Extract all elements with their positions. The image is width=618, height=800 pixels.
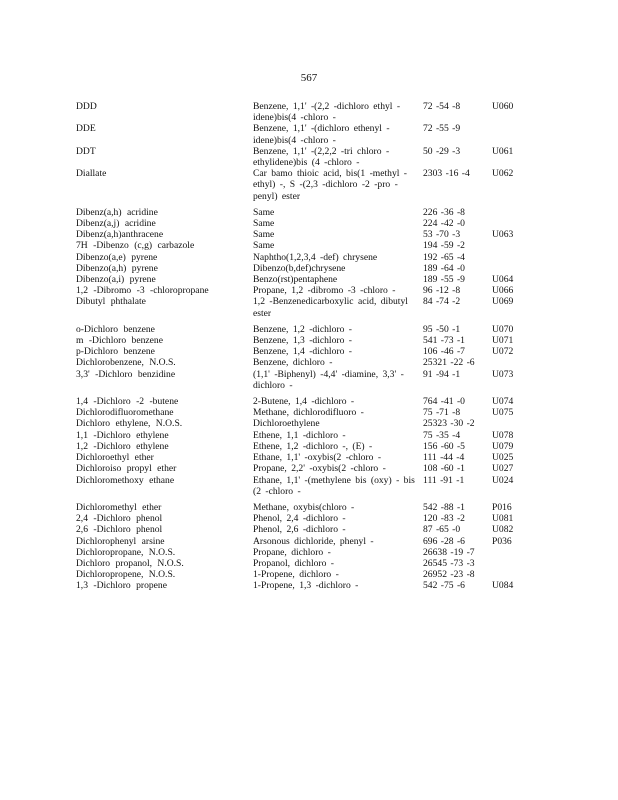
waste-code: P016 xyxy=(492,501,512,513)
chemical-synonym: Phenol, 2,4 -dichloro - xyxy=(253,513,346,525)
substance-name: Dibenz(a,j) acridine xyxy=(76,218,156,230)
table-row xyxy=(76,335,546,346)
cas-number: 26952 -23 -8 xyxy=(423,569,475,581)
substance-name: 1,3 -Dichloro propene xyxy=(76,580,167,592)
waste-code: U082 xyxy=(492,524,514,536)
table-row xyxy=(76,536,546,547)
hazardous-substance-listing xyxy=(76,101,546,592)
table-row xyxy=(76,369,546,391)
table-row xyxy=(76,346,546,357)
substance-name: Dibenz(a,h)anthracene xyxy=(76,229,164,241)
waste-code: U027 xyxy=(492,463,514,475)
chemical-synonym: (1,1' -Biphenyl) -4,4' -diamine, 3,3' - dichloro - xyxy=(253,368,404,391)
waste-code: U062 xyxy=(492,168,514,180)
cas-number: 106 -46 -7 xyxy=(423,346,465,358)
waste-code: U071 xyxy=(492,335,514,347)
waste-code: U084 xyxy=(492,580,514,592)
waste-code: U070 xyxy=(492,323,514,335)
cas-number: 542 -88 -1 xyxy=(423,501,465,513)
waste-code: U081 xyxy=(492,513,514,525)
chemical-synonym: Benzene, 1,1' -(2,2,2 -tri chloro - ethylidene)bis (4 -chloro - xyxy=(253,145,390,169)
waste-code xyxy=(492,207,532,218)
table-row xyxy=(76,407,546,418)
cas-number: 91 -94 -1 xyxy=(423,368,461,380)
table-row xyxy=(76,324,546,335)
chemical-synonym: Benzene, 1,4 -dichloro - xyxy=(253,346,352,358)
chemical-synonym: Ethene, 1,2 -dichloro -, (E) - xyxy=(253,440,373,452)
chemical-synonym: Same xyxy=(253,218,275,230)
substance-name: DDT xyxy=(76,145,96,157)
chemical-synonym: 2-Butene, 1,4 -dichloro - xyxy=(253,396,355,408)
substance-name: Dichloroethyl ether xyxy=(76,452,154,464)
waste-code xyxy=(492,558,532,569)
chemical-synonym: Benzo(rst)pentaphene xyxy=(253,274,338,286)
chemical-synonym: Benzene, 1,3 -dichloro - xyxy=(253,335,352,347)
waste-code: U069 xyxy=(492,296,514,308)
table-row xyxy=(76,569,546,580)
table-row xyxy=(76,218,546,229)
substance-name: 7H -Dibenzo (c,g) carbazole xyxy=(76,240,195,252)
waste-code: U061 xyxy=(492,145,514,157)
table-row xyxy=(76,547,546,558)
chemical-synonym: Same xyxy=(253,240,275,252)
table-row xyxy=(76,146,546,168)
table-row xyxy=(76,524,546,535)
chemical-synonym: Benzene, 1,1' -(dichloro ethenyl - idene)bis(4 -chloro - xyxy=(253,123,390,146)
waste-code xyxy=(492,240,532,251)
chemical-synonym: Dichloroethylene xyxy=(253,418,320,430)
substance-name: 1,2 -Dichloro ethylene xyxy=(76,440,169,452)
chemical-synonym: 1-Propene, 1,3 -dichloro - xyxy=(253,580,359,592)
cas-number: 192 -65 -4 xyxy=(423,251,465,263)
waste-code: U063 xyxy=(492,229,514,241)
table-row xyxy=(76,274,546,285)
chemical-synonym: Same xyxy=(253,229,275,241)
waste-code: U060 xyxy=(492,101,514,112)
cas-number: 26638 -19 -7 xyxy=(423,546,475,558)
waste-code: U075 xyxy=(492,407,514,419)
table-row xyxy=(76,357,546,368)
substance-name: Dichlorodifluoromethane xyxy=(76,407,174,419)
cas-number: 696 -28 -6 xyxy=(423,535,465,547)
table-row xyxy=(76,430,546,441)
waste-code: U074 xyxy=(492,396,514,408)
waste-code xyxy=(492,123,532,145)
substance-name: 1,4 -Dichloro -2 -butene xyxy=(76,396,179,408)
cas-number: 96 -12 -8 xyxy=(423,285,461,297)
substance-name: Dichloromethoxy ethane xyxy=(76,474,175,486)
chemical-synonym: Propane, dichloro - xyxy=(253,546,331,558)
chemical-synonym: Benzene, 1,2 -dichloro - xyxy=(253,323,352,335)
cas-number: 108 -60 -1 xyxy=(423,463,465,475)
table-row xyxy=(76,558,546,569)
cas-number: 194 -59 -2 xyxy=(423,240,465,252)
chemical-synonym: Naphtho(1,2,3,4 -def) chrysene xyxy=(253,251,378,263)
cas-number: 189 -64 -0 xyxy=(423,262,465,274)
table-row xyxy=(76,452,546,463)
waste-code: U064 xyxy=(492,274,514,286)
substance-name: Dichloro ethylene, N.O.S. xyxy=(76,418,183,430)
cas-number: 224 -42 -0 xyxy=(423,218,465,230)
substance-name: 3,3' -Dichloro benzidine xyxy=(76,368,176,380)
waste-code xyxy=(492,263,532,274)
cas-number: 75 -71 -8 xyxy=(423,407,461,419)
substance-name: p-Dichloro benzene xyxy=(76,346,155,358)
waste-code: U079 xyxy=(492,440,514,452)
chemical-synonym: Benzene, dichloro - xyxy=(253,357,333,369)
table-row xyxy=(76,418,546,429)
waste-code xyxy=(492,547,532,558)
substance-name: Dichloromethyl ether xyxy=(76,501,162,513)
waste-code: U072 xyxy=(492,346,514,358)
substance-name: 2,4 -Dichloro phenol xyxy=(76,513,163,525)
cas-number: 120 -83 -2 xyxy=(423,513,465,525)
table-row xyxy=(76,285,546,296)
table-row xyxy=(76,168,546,202)
chemical-synonym: Methane, dichlorodifluoro - xyxy=(253,407,364,419)
chemical-synonym: Methane, oxybis(chloro - xyxy=(253,501,355,513)
table-row xyxy=(76,263,546,274)
waste-code xyxy=(492,569,532,580)
waste-code: U073 xyxy=(492,368,514,380)
cas-number: 542 -75 -6 xyxy=(423,580,465,592)
chemical-synonym: Ethene, 1,1 -dichloro - xyxy=(253,429,346,441)
chemical-synonym: 1,2 -Benzenedicarboxylic acid, dibutyl ester xyxy=(253,296,408,319)
substance-name: Dibenz(a,h) acridine xyxy=(76,206,158,218)
substance-name: Dichlorobenzene, N.O.S. xyxy=(76,357,176,369)
waste-code: U025 xyxy=(492,452,514,464)
substance-name: Dibenzo(a,e) pyrene xyxy=(76,251,158,263)
waste-code: U078 xyxy=(492,429,514,441)
chemical-synonym: Phenol, 2,6 -dichloro - xyxy=(253,524,346,536)
chemical-synonym: 1-Propene, dichloro - xyxy=(253,569,339,581)
chemical-synonym: Propanol, dichloro - xyxy=(253,557,335,569)
cas-number: 189 -55 -9 xyxy=(423,274,465,286)
chemical-synonym: Same xyxy=(253,206,275,218)
table-row xyxy=(76,101,546,123)
substance-name: DDD xyxy=(76,101,97,112)
table-row xyxy=(76,123,546,145)
cas-number: 53 -70 -3 xyxy=(423,229,461,241)
waste-code xyxy=(492,218,532,229)
cas-number: 26545 -73 -3 xyxy=(423,557,475,569)
table-row xyxy=(76,252,546,263)
substance-name: m -Dichloro benzene xyxy=(76,335,163,347)
cas-number: 95 -50 -1 xyxy=(423,323,461,335)
waste-code xyxy=(492,418,532,429)
waste-code: U024 xyxy=(492,474,514,486)
waste-code: P036 xyxy=(492,535,512,547)
table-row xyxy=(76,475,546,497)
cas-number: 84 -74 -2 xyxy=(423,296,461,308)
cas-number: 25321 -22 -6 xyxy=(423,357,475,369)
table-row xyxy=(76,396,546,407)
page-number: 567 xyxy=(300,72,318,84)
substance-name: Dichloroiso propyl ether xyxy=(76,463,177,475)
cas-number: 75 -35 -4 xyxy=(423,429,461,441)
substance-name: Dichloro propanol, N.O.S. xyxy=(76,557,184,569)
cas-number: 541 -73 -1 xyxy=(423,335,465,347)
substance-name: Dibutyl phthalate xyxy=(76,296,146,308)
cas-number: 2303 -16 -4 xyxy=(423,168,470,180)
waste-code xyxy=(492,252,532,263)
chemical-synonym: Propane, 1,2 -dibromo -3 -chloro - xyxy=(253,285,396,297)
table-row xyxy=(76,229,546,240)
table-row xyxy=(76,502,546,513)
table-row xyxy=(76,207,546,218)
chemical-synonym: Ethane, 1,1' -oxybis(2 -chloro - xyxy=(253,452,382,464)
cas-number: 25323 -30 -2 xyxy=(423,418,475,430)
cas-number: 764 -41 -0 xyxy=(423,396,465,408)
cas-number: 111 -44 -4 xyxy=(423,452,465,464)
substance-name: Dibenzo(a,h) pyrene xyxy=(76,262,158,274)
cas-number: 72 -55 -9 xyxy=(423,123,461,135)
chemical-synonym: Propane, 2,2' -oxybis(2 -chloro - xyxy=(253,463,386,475)
waste-code: U066 xyxy=(492,285,514,297)
substance-name: Dichloropropene, N.O.S. xyxy=(76,569,176,581)
substance-name: DDE xyxy=(76,123,96,135)
cas-number: 50 -29 -3 xyxy=(423,145,461,157)
chemical-synonym: Arsonous dichloride, phenyl - xyxy=(253,535,374,547)
cas-number: 226 -36 -8 xyxy=(423,206,465,218)
table-row xyxy=(76,296,546,318)
substance-name: Diallate xyxy=(76,168,107,180)
substance-name: 2,6 -Dichloro phenol xyxy=(76,524,163,536)
chemical-synonym: Benzene, 1,1' -(2,2 -dichloro ethyl - idene)bis(4 -chloro - xyxy=(253,101,401,124)
substance-name: o-Dichloro benzene xyxy=(76,323,155,335)
substance-name: Dichloropropane, N.O.S. xyxy=(76,546,176,558)
cas-number: 111 -91 -1 xyxy=(423,474,465,486)
cas-number: 156 -60 -5 xyxy=(423,440,465,452)
chemical-synonym: Car bamo thioic acid, bis(1 -methyl - ethyl) -, S -(2,3 -dichloro -2 -pro - penyl) ester xyxy=(253,168,408,202)
chemical-synonym: Ethane, 1,1' -(methylene bis (oxy) - bis (2 -chloro - xyxy=(253,474,415,497)
waste-code xyxy=(492,357,532,368)
substance-name: 1,2 -Dibromo -3 -chloropropane xyxy=(76,285,209,297)
table-row xyxy=(76,513,546,524)
table-row xyxy=(76,240,546,251)
table-row xyxy=(76,580,546,591)
cas-number: 87 -65 -0 xyxy=(423,524,461,536)
cas-number: 72 -54 -8 xyxy=(423,101,461,112)
substance-name: Dibenzo(a,i) pyrene xyxy=(76,274,156,286)
table-row xyxy=(76,463,546,474)
chemical-synonym: Dibenzo(b,def)chrysene xyxy=(253,262,346,274)
substance-name: 1,1 -Dichloro ethylene xyxy=(76,429,169,441)
substance-name: Dichlorophenyl arsine xyxy=(76,535,165,547)
table-row xyxy=(76,441,546,452)
